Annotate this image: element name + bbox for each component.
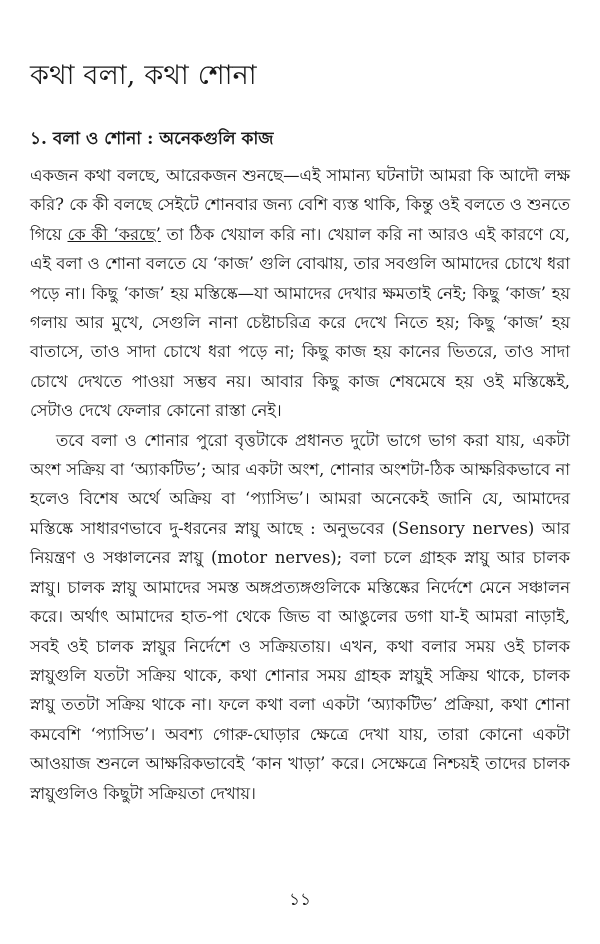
chapter-title: কথা বলা, কথা শোনা	[30, 60, 257, 91]
paragraph-2: তবে বলা ও শোনার পুরো বৃত্তটাকে প্রধানত দুটো ভাগে ভাগ করা যায়, একটা অংশ সক্রিয় বা ‘অ্যাকটিভ’; আর একটা অংশ, শোনার অংশটা-ঠিক আক্ষরিকভাবে না হলেও বিশেষ অর্থে অক্রিয় বা ‘প্যাসিভ’। আমরা অনেকেই জানি যে, আমাদের মস্তিষ্কে সাধারণভাবে দু-ধরনের স্নায়ু আছে : অনুভবের (Sensory nerves) আর নিয়ন্ত্রণ ও সঞ্চালনের স্নায়ু (motor nerves); বলা চলে গ্রাহক স্নায়ু আর চালক স্নায়ু। চালক স্নায়ু আমাদের সমস্ত অঙ্গপ্রত্যঙ্গগুলিকে মস্তিষ্কের নির্দেশে মেনে সঞ্চালন করে। অর্থাৎ আমাদের হাত-পা থেকে জিভ বা আঙুলের ডগা যা-ই আমরা নাড়াই, সবই ওই চালক স্নায়ুর নির্দেশে ও সক্রিয়তায়। এখন, কথা বলার সময় ওই চালক স্নায়ুগুলি যতটা সক্রিয় থাকে, কথা শোনার সময় গ্রাহক স্নায়ুই সক্রিয় থাকে, চালক স্নায়ু ততটা সক্রিয় থাকে না। ফলে কথা বলা একটা ‘অ্যাকটিভ’ প্রক্রিয়া, কথা শোনা কমবেশি ‘প্যাসিভ’। অবশ্য গোরু-ঘোড়ার ক্ষেত্রে দেখা যায়, তারা কোনো একটা আওয়াজ শুনলে আক্ষরিকভাবেই ‘কান খাড়া’ করে। সেক্ষেত্রে নিশ্চয়ই তাদের চালক স্নায়ুগুলিও কিছুটা সক্রিয়তা দেখায়।	[30, 430, 570, 803]
paragraph-1-text-start: একজন কথা বলছে, আরেকজন শুনছে—এই সামান্য ঘটনাটা আমরা কি আদৌ লক্ষ করি? কে কী বলছে সেইটে শোনবার জন্য বেশি ব্যস্ত থাকি, কিন্তু ওই বলতে ও শুনতে গিয়ে	[30, 166, 570, 244]
page-number: ১১	[288, 890, 312, 910]
section-heading: ১. বলা ও শোনা : অনেকগুলি কাজ	[30, 129, 274, 149]
underlined-phrase: কে কী ‘করছে’	[67, 224, 161, 244]
paragraph-1-text-end: তা ঠিক খেয়াল করি না। খেয়াল করি না আরও এই কারণে যে, এই বলা ও শোনা বলতে যে ‘কাজ’ গুলি বোঝায়, তার সবগুলি আমাদের চোখে ধরা পড়ে না। কিছু ‘কাজ’ হয় মস্তিষ্কে—যা আমাদের দেখার ক্ষমতাই নেই; কিছু ‘কাজ’ হয় গলায় আর মুখে, সেগুলি নানা চেষ্টাচরিত্র করে দেখে নিতে হয়; কিছু ‘কাজ’ হয় বাতাসে, তাও সাদা চোখে ধরা পড়ে না; কিছু কাজ হয় কানের ভিতরে, তাও সাদা চোখে দেখতে পাওয়া সম্ভব নয়। আবার কিছু কাজ শেষমেষে হয় ওই মস্তিষ্কেই, সেটাও দেখে ফেলার কোনো রাস্তা নেই।	[30, 224, 570, 421]
paragraph-1	[30, 161, 570, 426]
